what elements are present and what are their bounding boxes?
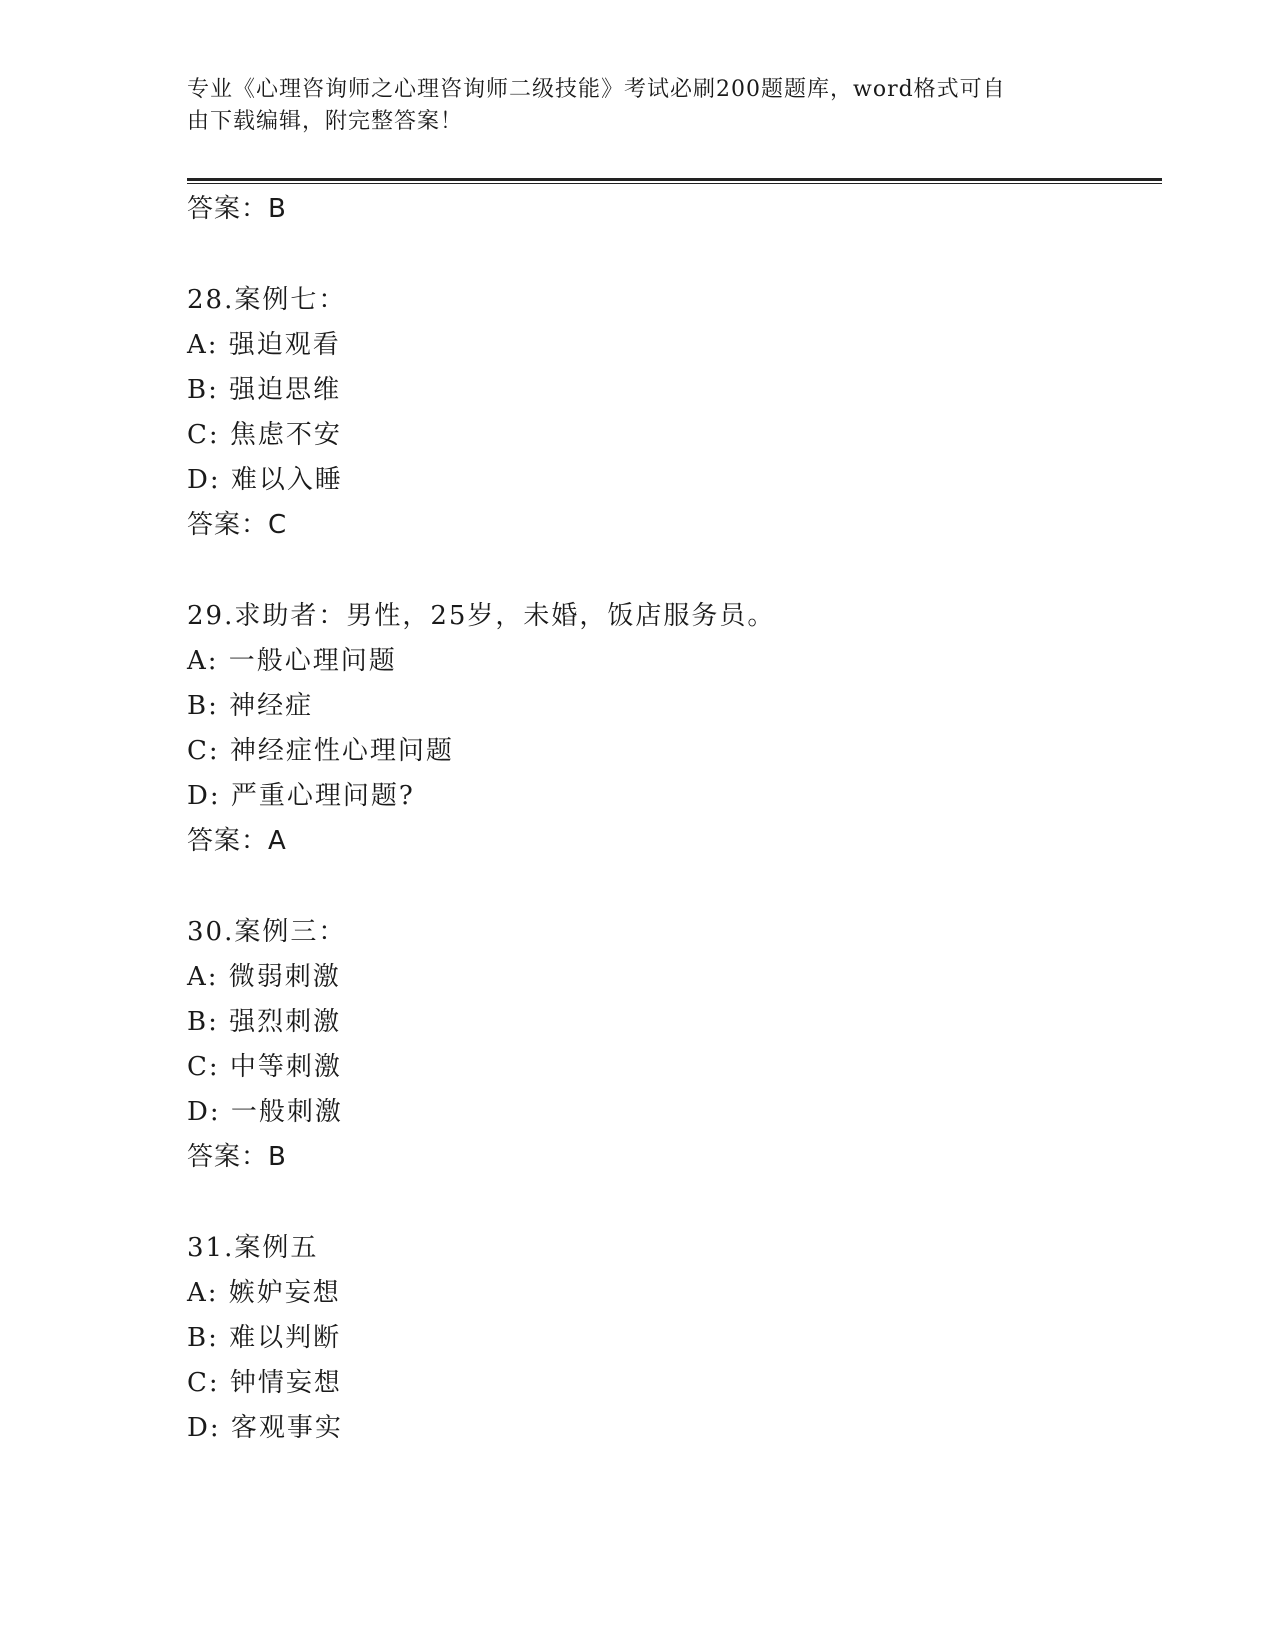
document-header — [187, 74, 1067, 138]
question-28-option-a: A: 强迫观看 — [187, 330, 341, 360]
header-line-2: 由下载编辑，附完整答案！ — [187, 109, 464, 134]
question-30-option-b: B: 强烈刺激 — [187, 1007, 342, 1037]
question-31-stem: 31.案例五 — [187, 1233, 319, 1263]
question-31-option-c: C: 钟情妄想 — [187, 1368, 342, 1398]
question-29-option-c: C: 神经症性心理问题 — [187, 736, 454, 766]
question-31-option-b: B: 难以判断 — [187, 1323, 342, 1353]
question-28-stem: 28.案例七： — [187, 285, 347, 315]
question-28-option-b: B: 强迫思维 — [187, 375, 342, 405]
question-30-stem: 30.案例三： — [187, 917, 347, 947]
question-30-option-a: A: 微弱刺激 — [187, 962, 341, 992]
question-30-option-d: D: 一般刺激 — [187, 1097, 343, 1127]
question-29-option-b: B: 神经症 — [187, 691, 314, 721]
question-28-option-d: D: 难以入睡 — [187, 465, 343, 495]
question-30-answer: 答案：B — [187, 1142, 287, 1172]
question-28-option-c: C: 焦虑不安 — [187, 420, 342, 450]
question-29-option-a: A: 一般心理问题 — [187, 646, 397, 676]
question-29-answer: 答案：A — [187, 826, 287, 856]
question-30-option-c: C: 中等刺激 — [187, 1052, 342, 1082]
question-28-answer: 答案：C — [187, 510, 288, 540]
question-29-option-d: D: 严重心理问题? — [187, 781, 415, 811]
answer-27: 答案：B — [187, 194, 287, 224]
question-29-stem: 29.求助者：男性，25岁，未婚，饭店服务员。 — [187, 601, 776, 631]
question-31-option-a: A: 嫉妒妄想 — [187, 1278, 341, 1308]
header-divider-thick — [187, 178, 1162, 181]
question-31-option-d: D: 客观事实 — [187, 1413, 343, 1443]
header-divider-thin — [187, 183, 1162, 184]
header-line-1: 专业《心理咨询师之心理咨询师二级技能》考试必刷200题题库，word格式可自 — [187, 77, 1006, 102]
